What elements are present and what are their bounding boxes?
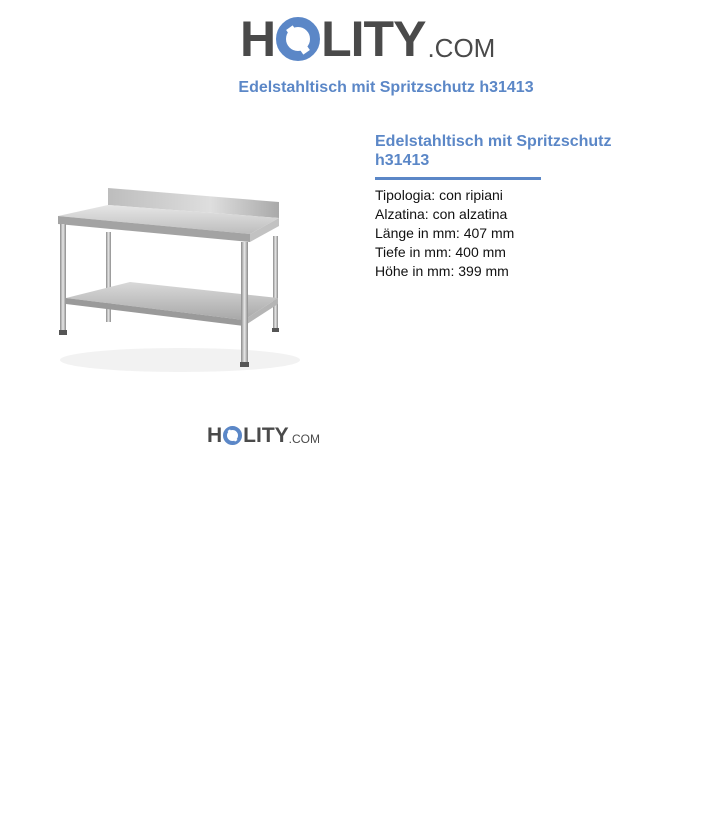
spec-value: con ripiani: [439, 187, 503, 203]
product-info: [375, 132, 635, 281]
product-title: Edelstahltisch mit Spritzschutz h31413: [375, 133, 612, 169]
spec-item: [375, 205, 635, 224]
spec-label: Tiefe in mm:: [375, 244, 452, 260]
spec-list: [375, 186, 635, 281]
spec-label: Tipologia:: [375, 187, 436, 203]
spec-label: Höhe in mm:: [375, 263, 455, 279]
spec-item: [375, 262, 635, 281]
page-title: Edelstahltisch mit Spritzschutz h31413: [238, 79, 534, 96]
holity-logo[interactable]: [240, 11, 496, 67]
spec-item: [375, 243, 635, 262]
logo-text-lity: LITY: [243, 424, 289, 447]
title-underline: [375, 177, 541, 180]
spec-value: 407 mm: [463, 225, 515, 241]
spec-value: 400 mm: [455, 244, 506, 260]
spec-value: 399 mm: [458, 263, 509, 279]
spec-label: Alzatina:: [375, 206, 429, 222]
logo-o-ring-icon: [223, 426, 242, 445]
logo-text-lity: LITY: [321, 11, 426, 67]
spec-item: [375, 186, 635, 205]
logo-suffix: .COM: [288, 432, 321, 446]
logo-o-ring-icon: [276, 17, 320, 61]
logo-suffix: .COM: [427, 33, 496, 63]
logo-letter-h: H: [240, 11, 276, 67]
spec-label: Länge in mm:: [375, 225, 460, 241]
holity-logo-watermark: [207, 425, 320, 446]
spec-value: con alzatina: [432, 206, 508, 222]
spec-item: [375, 224, 635, 243]
logo-letter-h: H: [207, 424, 223, 447]
product-image: [40, 170, 300, 390]
